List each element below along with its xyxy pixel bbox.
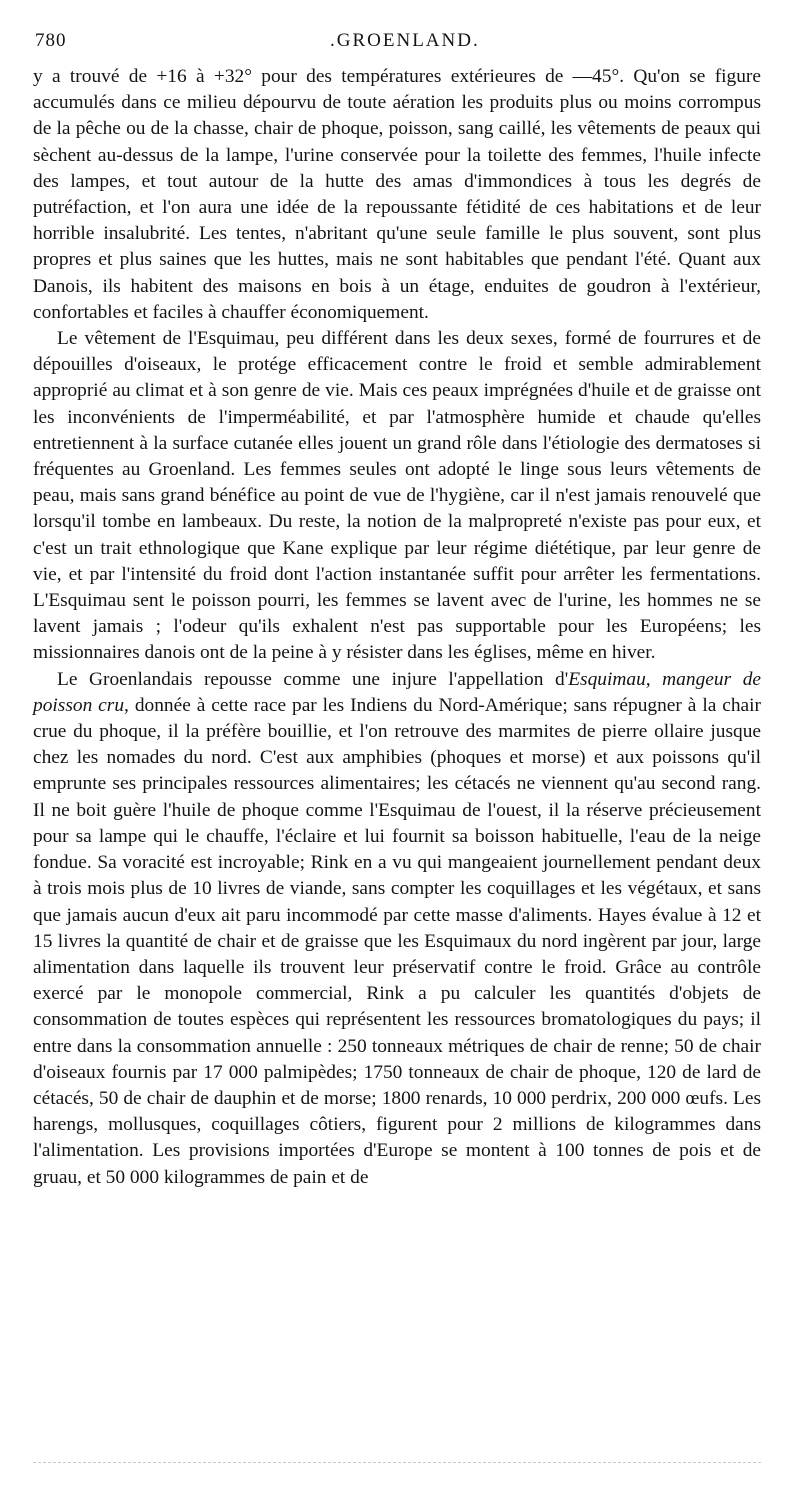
paragraph: [33, 326, 761, 667]
page-header: [35, 30, 765, 58]
body-text: [33, 64, 761, 1191]
paragraph: [33, 64, 761, 326]
text-run: , donnée à cette race par les Indiens du Nord-Amérique; sans répugner à la chair crue du phoque, il la préfère bouillie, et l'on retrouve des marmites de pierre ollaire jusque chez les nomades du nord. C'est aux amphibies (phoques et morse) et aux poissons qu'il emprunte ses principales ressources alimentaires; les cétacés ne viennent qu'au second rang. Il ne boit guère l'huile de phoque comme l'Esquimau de l'ouest, il la réserve précieusement pour sa lampe qui le chauffe, l'éclaire et lui fournit sa boisson habituelle, l'eau de la neige fondue. Sa voracité est incroyable; Rink en a vu qui mangeaient journellement pendant deux à trois mois plus de 10 livres de viande, sans compter les coquillages et les végétaux, et sans que jamais aucun d'eux ait paru incommodé par cette masse d'aliments. Hayes évalue à 12 et 15 livres la quantité de chair et de graisse que les Esquimaux du nord ingèrent par jour, large alimentation dans laquelle ils trouvent leur préservatif contre le froid. Grâce au contrôle exercé par le monopole commercial, Rink a pu calculer les quantités d'objets de consommation de toutes espèces qui représentent les ressources bromatologiques du pays; il entre dans la consommation annuelle : 250 tonneaux métriques de chair de renne; 50 de chair d'oiseaux fournis par 17 000 palmipèdes; 1750 tonneaux de chair de phoque, 120 de lard de cétacés, 50 de chair de dauphin et de morse; 1800 renards, 10 000 perdrix, 200 000 œufs. Les harengs, mollusques, coquillages côtiers, figurent pour 2 millions de kilogrammes dans l'alimentation. Les provisions importées d'Europe se montent à 100 tonnes de pois et de gruau, et 50 000 kilogrammes de pain et de: [33, 694, 761, 1188]
text-run: y a trouvé de +16 à +32° pour des températures extérieures de —45°. Qu'on se figure accumulés dans ce milieu dépourvu de toute aération les produits plus ou moins corrompus de la pêche ou de la chasse, chair de phoque, poisson, sang caillé, les vêtements de peaux qui sèchent au-dessus de la lampe, l'urine conservée pour la toilette des femmes, l'huile infecte des lampes, et tout autour de la hutte des amas d'immondices à tous les degrés de putréfaction, et l'on aura une idée de la repoussante fétidité de ces habitations et de leur horrible insalubrité. Les tentes, n'abritant qu'une seule famille le plus souvent, sont plus propres et plus saines que les huttes, mais ne sont habitables que pendant l'été. Quant aux Danois, ils habitent des maisons en bois à un étage, enduites de goudron à l'extérieur, confortables et faciles à chauffer économiquement.: [33, 66, 761, 323]
text-run: Le vêtement de l'Esquimau, peu différent dans les deux sexes, formé de fourrures et de dépouilles d'oiseaux, le protége efficacement contre le froid et semble admirablement approprié au climat et à son genre de vie. Mais ces peaux imprégnées d'huile et de graisse ont les inconvénients de l'imperméabilité, et par l'atmosphère humide et chaude qu'elles entretiennent à la surface cutanée elles jouent un grand rôle dans l'étiologie des dermatoses si fréquentes au Groenland. Les femmes seules ont adopté le linge sous leurs vêtements de peau, mais sans grand bénéfice au point de vue de l'hygiène, car il n'est jamais renouvelé que lorsqu'il tombe en lambeaux. Du reste, la notion de la malpropreté n'existe pas pour eux, et c'est un trait ethnologique que Kane explique par leur régime diététique, par leur genre de vie, et par l'intensité du froid dont l'action instantanée suffit pour arrêter les fermentations. L'Esquimau sent le poisson pourri, les femmes se lavent avec de l'urine, les hommes ne se lavent jamais ; l'odeur qu'ils exhalent n'est pas supportable pour les Européens; les missionnaires danois ont de la peine à y résister dans les églises, même en hiver.: [33, 328, 761, 664]
paragraph: [33, 667, 761, 1191]
italic-phrase: Esquimau, mangeur de poisson cru: [33, 668, 761, 716]
page-number: 780: [35, 30, 67, 51]
running-title: .GROENLAND.: [330, 30, 480, 51]
bottom-rule: [33, 1462, 761, 1463]
text-run: Le Groenlandais repousse comme une injure l'appellation d': [57, 668, 569, 690]
